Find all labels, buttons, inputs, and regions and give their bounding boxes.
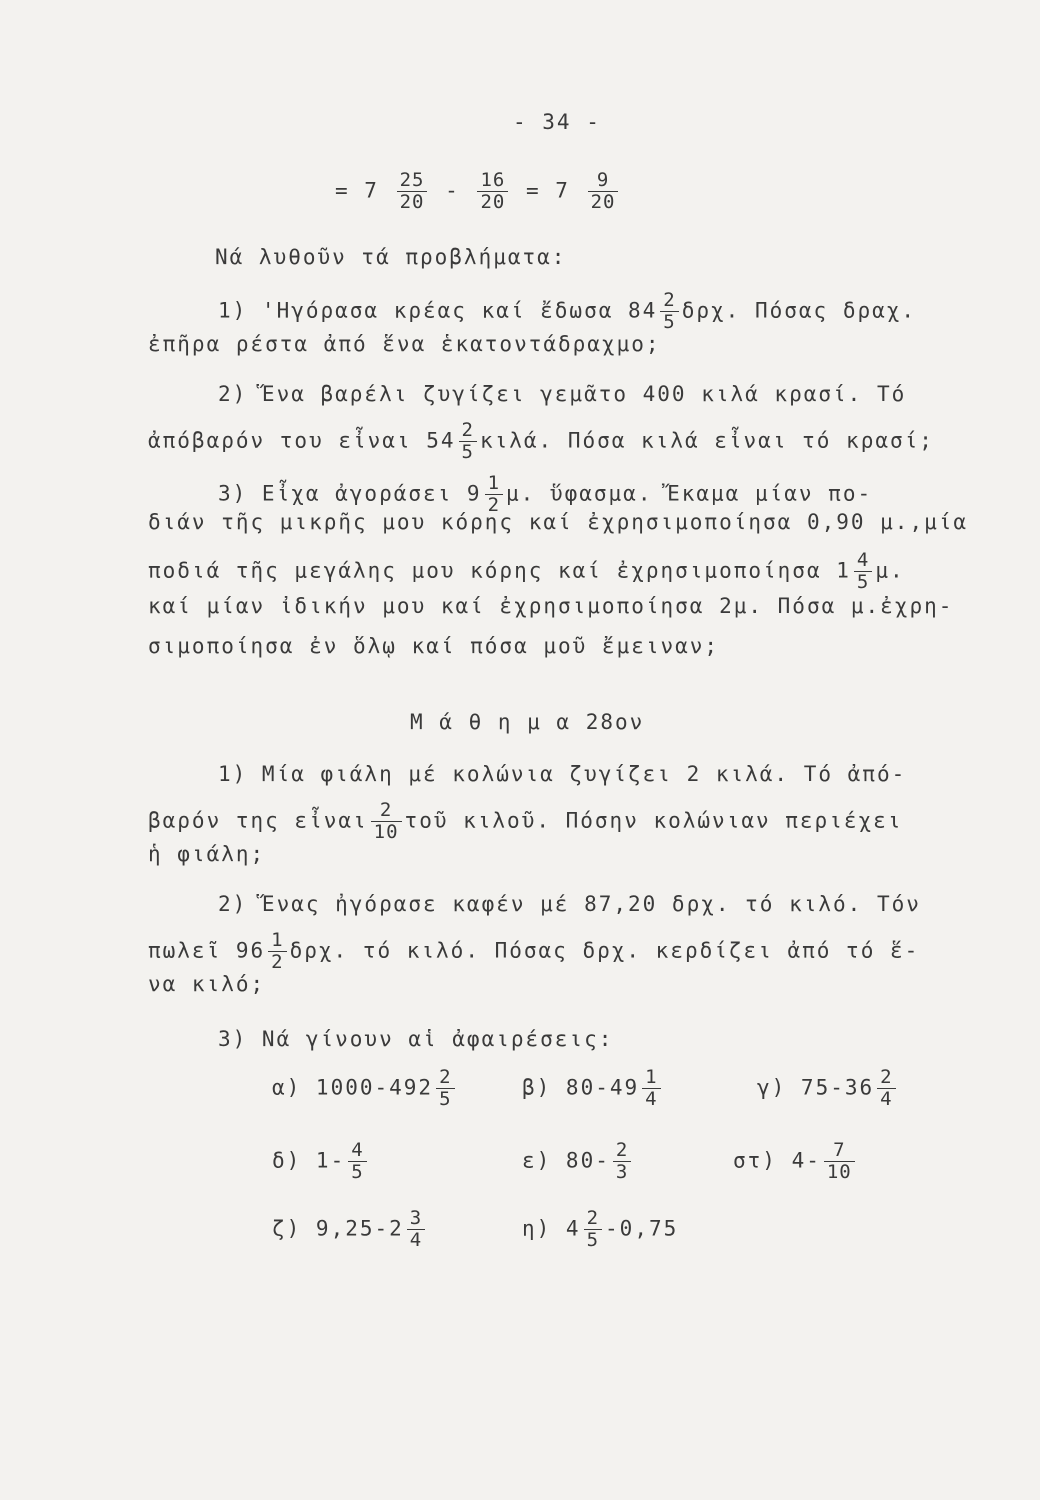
- fraction: $\frac{4}{5}$: [348, 1140, 366, 1183]
- fraction: $\frac{2}{5}$: [459, 420, 477, 463]
- problem-1-line-1: 1) 'Ηγόρασα κρέας καί ἔδωσα 84 $\frac{2}{5}$ δρχ. Πόσας δραχ.: [218, 289, 917, 333]
- fraction: $\frac{2}{5}$: [660, 290, 678, 333]
- problems-heading: Νά λυθοῦν τά προβλήματα:: [215, 245, 567, 269]
- fraction: $\frac{1}{2}$: [485, 473, 503, 516]
- lesson-problem-2-line-2: πωλεῖ 96 $\frac{1}{2}$ δρχ. τό κιλό. Πόσας δρχ. κερδίζει ἀπό τό ἕ-: [148, 929, 920, 973]
- problem-3-line-4: καί μίαν ἰδικήν μου καί ἐχρησιμοποίησα 2μ. Πόσα μ.ἐχρη-: [148, 594, 954, 618]
- problem-2-line-1: 2) Ἕνα βαρέλι ζυγίζει γεμᾶτο 400 κιλά κρασί. Τό: [218, 382, 907, 406]
- fraction: $\frac{25}{20}$: [397, 170, 428, 213]
- problem-2-line-2: ἀπόβαρόν του εἶναι 54 $\frac{2}{5}$ κιλά. Πόσα κιλά εἶναι τό κρασί;: [148, 419, 934, 463]
- subtraction-item-c: γ) 75-36 $\frac{2}{4}$: [757, 1067, 899, 1110]
- lesson-problem-1-line-3: ἡ φιάλη;: [148, 842, 266, 866]
- fraction: $\frac{3}{4}$: [407, 1208, 425, 1251]
- equation-prefix: = 7: [335, 178, 379, 203]
- problem-3-line-2: διάν τῆς μικρῆς μου κόρης καί ἐχρησιμοποίησα 0,90 μ.,μία: [148, 510, 969, 534]
- lesson-problem-3-line-1: 3) Νά γίνουν αἱ ἀφαιρέσεις:: [218, 1027, 614, 1051]
- fraction: $\frac{1}{4}$: [642, 1067, 660, 1110]
- fraction: $\frac{2}{5}$: [584, 1208, 602, 1251]
- problem-3-line-1: 3) Εἶχα ἀγοράσει 9 $\frac{1}{2}$ μ. ὕφασμα. Ἔκαμα μίαν πο-: [218, 472, 873, 516]
- lesson-problem-2-line-3: να κιλό;: [148, 972, 266, 996]
- subtraction-item-f: στ) 4- $\frac{7}{10}$: [733, 1140, 858, 1183]
- problem-3-line-5: σιμοποίησα ἐν ὅλῳ καί πόσα μοῦ ἔμειναν;: [148, 634, 720, 658]
- subtraction-item-d: δ) 1- $\frac{4}{5}$: [272, 1140, 370, 1183]
- fraction: $\frac{2}{5}$: [436, 1067, 454, 1110]
- subtraction-item-a: α) 1000-492 $\frac{2}{5}$: [272, 1067, 458, 1110]
- equals-sign: = 7: [526, 178, 570, 203]
- subtraction-item-e: ε) 80- $\frac{2}{3}$: [522, 1140, 634, 1183]
- subtraction-item-g: ζ) 9,25-2 $\frac{3}{4}$: [272, 1208, 428, 1251]
- subtraction-item-h: η) 4 $\frac{2}{5}$ -0,75: [522, 1207, 679, 1251]
- fraction: $\frac{1}{2}$: [268, 930, 286, 973]
- fraction: $\frac{9}{20}$: [588, 170, 619, 213]
- lesson-problem-2-line-1: 2) Ἕνας ἠγόρασε καφέν μέ 87,20 δρχ. τό κιλό. Τόν: [218, 892, 921, 916]
- lesson-problem-1-line-1: 1) Μία φιάλη μέ κολώνια ζυγίζει 2 κιλά. Τό ἀπό-: [218, 762, 907, 786]
- fraction: $\frac{2}{10}$: [371, 800, 402, 843]
- lesson-problem-1-line-2: βαρόν της εἶναι $\frac{2}{10}$ τοῦ κιλοῦ. Πόσην κολώνιαν περιέχει: [148, 799, 903, 843]
- fraction: $\frac{4}{5}$: [854, 550, 872, 593]
- fraction: $\frac{16}{20}$: [477, 170, 508, 213]
- problem-3-line-3: ποδιά τῆς μεγάλης μου κόρης καί ἐχρησιμοποίησα 1 $\frac{4}{5}$ μ.: [148, 549, 905, 593]
- problem-1-line-2: ἐπῆρα ρέστα ἀπό ἕνα ἑκατοντάδραχμο;: [148, 332, 661, 356]
- page-number: - 34 -: [513, 110, 601, 134]
- subtraction-item-b: β) 80-49 $\frac{1}{4}$: [522, 1067, 664, 1110]
- fraction: $\frac{2}{3}$: [613, 1140, 631, 1183]
- minus-sign: -: [445, 178, 460, 203]
- equation: [335, 170, 621, 213]
- fraction: $\frac{2}{4}$: [877, 1067, 895, 1110]
- fraction: $\frac{7}{10}$: [824, 1140, 855, 1183]
- lesson-title: Μ ά θ η μ α 28ον: [410, 710, 645, 734]
